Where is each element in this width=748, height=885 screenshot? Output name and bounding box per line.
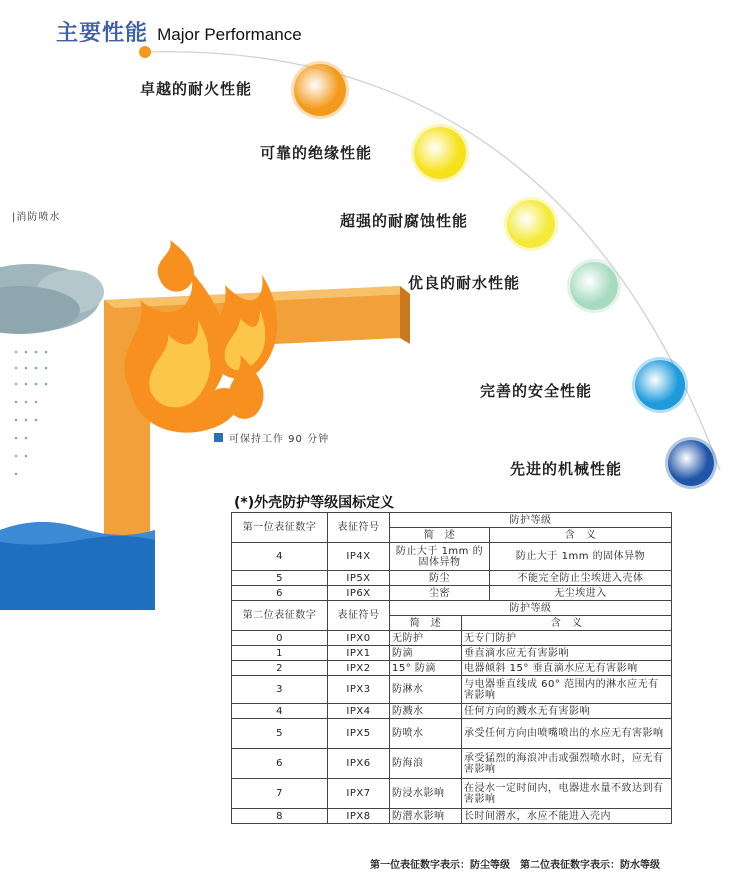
cell-digit: 6 (232, 586, 328, 601)
cell-digit: 5 (232, 719, 328, 749)
cell-symbol: IPX6 (328, 749, 390, 779)
page-title-en: Major Performance (157, 25, 302, 44)
cell-symbol: IPX8 (328, 809, 390, 824)
cell-symbol: IPX4 (328, 704, 390, 719)
table-header-row (232, 513, 672, 528)
table-row (232, 676, 672, 704)
cell-symbol: IPX5 (328, 719, 390, 749)
water-spray-bar: | (12, 212, 17, 223)
table-row (232, 749, 672, 779)
performance-label-insulation: 可靠的绝缘性能 (260, 144, 373, 162)
cell-meaning: 承受猛烈的海浪冲击或强烈喷水时，应无有害影响 (462, 749, 672, 779)
cell-digit: 3 (232, 676, 328, 704)
header-symbol: 表征符号 (328, 513, 390, 543)
cell-desc: 防喷水 (390, 719, 462, 749)
header-digit: 第一位表征数字 (232, 513, 328, 543)
cell-digit: 7 (232, 779, 328, 809)
header-symbol: 表征符号 (328, 601, 390, 631)
table-row (232, 646, 672, 661)
ip-table-title: (*)外壳防护等级国标定义 (234, 495, 395, 511)
legend (214, 430, 329, 445)
cell-symbol: IP4X (328, 543, 390, 571)
cell-desc: 防止大于 1mm 的固体异物 (390, 543, 490, 571)
table-row (232, 661, 672, 676)
flame-shapes (124, 240, 277, 433)
safety-icon (635, 360, 685, 410)
cell-digit: 8 (232, 809, 328, 824)
legend-swatch (214, 433, 223, 442)
table-header-row (232, 601, 672, 616)
cell-desc: 尘密 (390, 586, 490, 601)
mechanical-icon (668, 440, 714, 486)
cell-meaning: 电器倾斜 15° 垂直滴水应无有害影响 (462, 661, 672, 676)
header-level: 防护等级 (390, 601, 672, 616)
header-meaning: 含 义 (462, 616, 672, 631)
header-desc: 简 述 (390, 528, 490, 543)
cell-meaning: 承受任何方向由喷嘴喷出的水应无有害影响 (462, 719, 672, 749)
cell-desc: 防潜水影响 (390, 809, 462, 824)
cell-meaning: 无尘埃进入 (490, 586, 672, 601)
table-row (232, 719, 672, 749)
ip-rating-table (231, 512, 672, 824)
cell-desc: 防淋水 (390, 676, 462, 704)
cell-meaning: 任何方向的溅水无有害影响 (462, 704, 672, 719)
cell-desc: 无防护 (390, 631, 462, 646)
insulation-icon (414, 127, 466, 179)
table-row (232, 631, 672, 646)
water-spray-text: 消防喷水 (16, 212, 61, 223)
cell-symbol: IP5X (328, 571, 390, 586)
cell-symbol: IPX3 (328, 676, 390, 704)
water-spray-drops (15, 351, 48, 476)
cell-desc: 防浸水影响 (390, 779, 462, 809)
cell-symbol: IPX0 (328, 631, 390, 646)
cell-meaning: 在浸水一定时间内，电器进水量不致达到有害影响 (462, 779, 672, 809)
water-shape (0, 522, 155, 610)
cell-digit: 4 (232, 543, 328, 571)
fire-resistance-icon (294, 64, 346, 116)
header-level: 防护等级 (390, 513, 672, 528)
cell-desc: 防滴 (390, 646, 462, 661)
performance-label-mechanical: 先进的机械性能 (510, 460, 623, 478)
table-row (232, 809, 672, 824)
performance-label-fire: 卓越的耐火性能 (140, 80, 253, 98)
cell-digit: 4 (232, 704, 328, 719)
cell-symbol: IP6X (328, 586, 390, 601)
table-footnote: 第一位表征数字表示：防尘等级 第二位表征数字表示：防水等级 (370, 860, 660, 871)
cell-meaning: 垂直滴水应无有害影响 (462, 646, 672, 661)
table-row (232, 586, 672, 601)
page-title-cn: 主要性能 (56, 21, 149, 46)
cell-meaning: 不能完全防止尘埃进入壳体 (490, 571, 672, 586)
cell-digit: 5 (232, 571, 328, 586)
cell-digit: 0 (232, 631, 328, 646)
header-desc: 简 述 (390, 616, 462, 631)
cell-desc: 15° 防滴 (390, 661, 462, 676)
cell-digit: 1 (232, 646, 328, 661)
corrosion-resistance-icon (507, 200, 555, 248)
cell-symbol: IPX2 (328, 661, 390, 676)
cell-desc: 防海浪 (390, 749, 462, 779)
cell-meaning: 与电器垂直线成 60° 范围内的淋水应无有害影响 (462, 676, 672, 704)
cell-meaning: 防止大于 1mm 的固体异物 (490, 543, 672, 571)
cloud-shape (0, 264, 104, 334)
header-digit: 第二位表征数字 (232, 601, 328, 631)
cell-symbol: IPX1 (328, 646, 390, 661)
cell-meaning: 长时间潜水，水应不能进入壳内 (462, 809, 672, 824)
header-meaning: 含 义 (490, 528, 672, 543)
cell-meaning: 无专门防护 (462, 631, 672, 646)
cell-symbol: IPX7 (328, 779, 390, 809)
cell-digit: 6 (232, 749, 328, 779)
table-row (232, 543, 672, 571)
cell-desc: 防溅水 (390, 704, 462, 719)
water-resistance-icon (570, 262, 618, 310)
performance-label-water: 优良的耐水性能 (408, 274, 521, 292)
arc-start-dot (139, 46, 151, 58)
cell-desc: 防尘 (390, 571, 490, 586)
legend-label: 可保持工作 90 分钟 (229, 434, 330, 445)
table-row (232, 779, 672, 809)
cell-digit: 2 (232, 661, 328, 676)
table-row (232, 571, 672, 586)
table-row (232, 704, 672, 719)
water-spray-label (12, 208, 60, 223)
performance-label-safety: 完善的安全性能 (480, 382, 593, 400)
performance-label-corrosion: 超强的耐腐蚀性能 (340, 212, 469, 230)
